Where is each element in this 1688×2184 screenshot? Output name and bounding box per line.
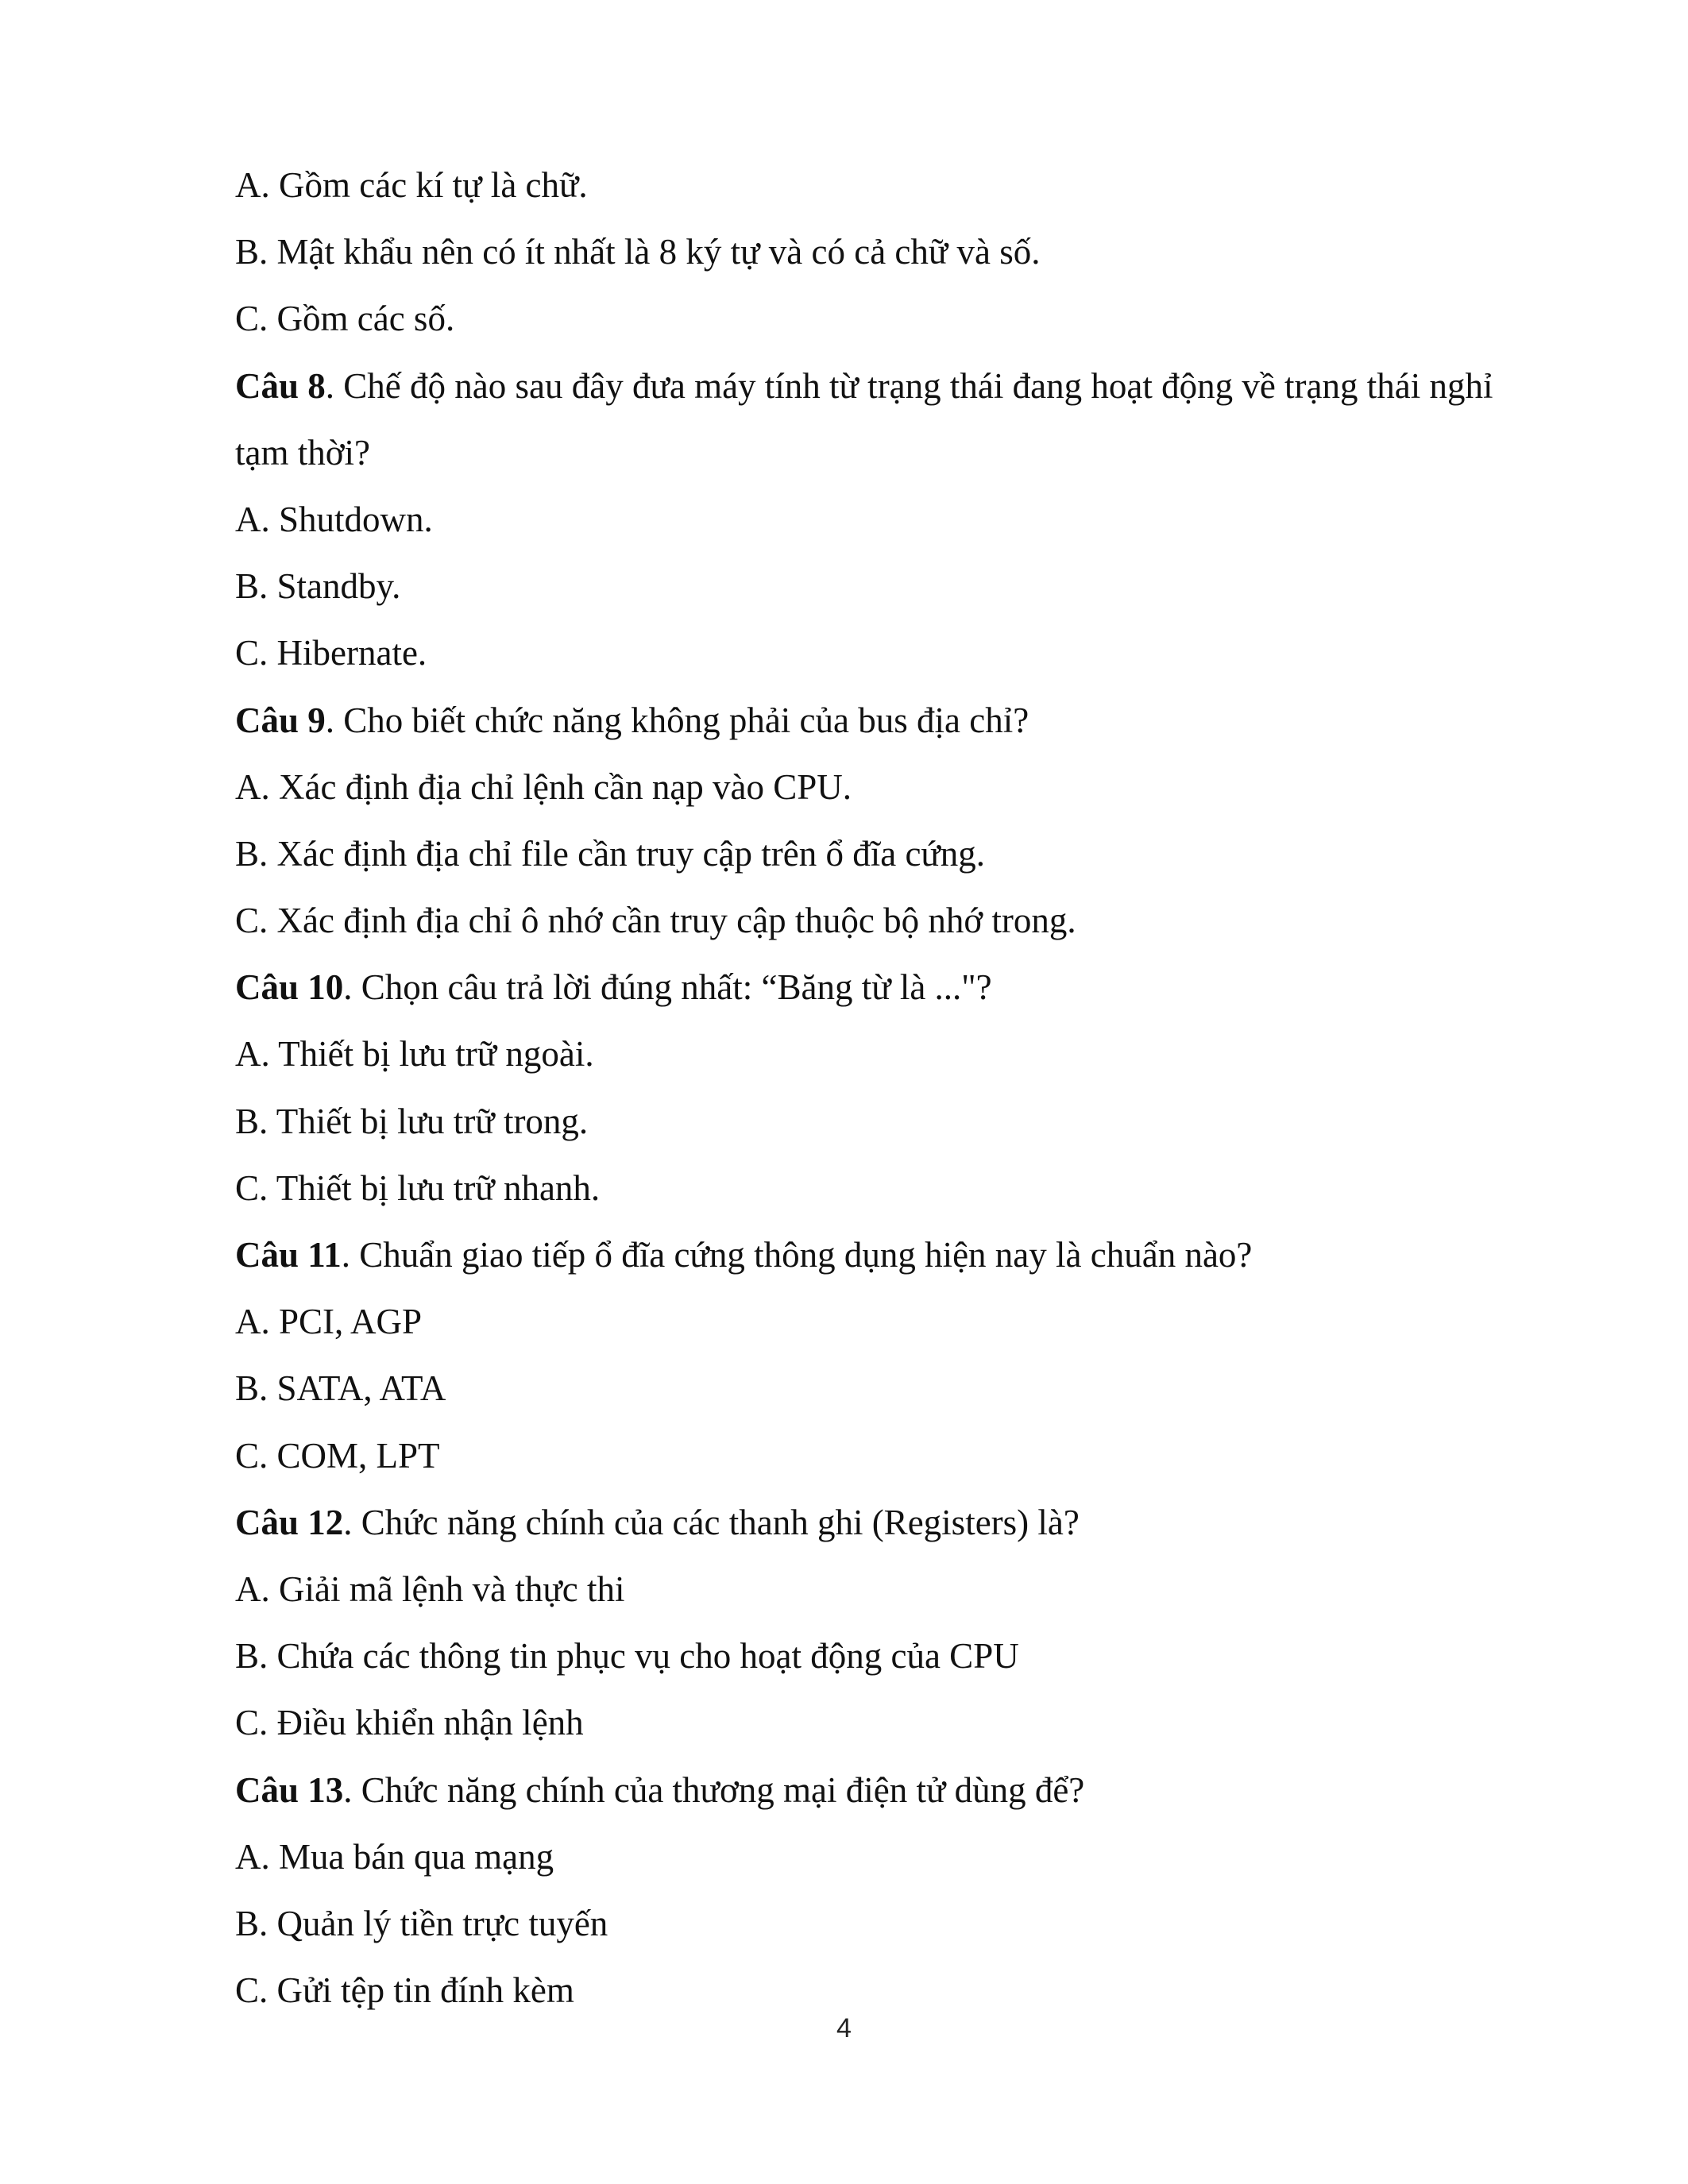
question-text: . Chế độ nào sau đây đưa máy tính từ trạng thái đang hoạt động về trạng thái nghỉ tạm thời?	[235, 365, 1493, 473]
question	[235, 954, 1522, 1021]
question	[235, 687, 1522, 754]
question-text: . Cho biết chức năng không phải của bus địa chỉ?	[325, 700, 1029, 740]
question	[235, 353, 1522, 486]
question-text: . Chức năng chính của thương mại điện tử dùng để?	[343, 1769, 1085, 1810]
answer-option: C. Gửi tệp tin đính kèm	[235, 1970, 574, 2011]
answer-option: C. Gồm các số.	[235, 299, 455, 339]
answer-option: C. COM, LPT	[235, 1435, 440, 1476]
answer-option: C. Xác định địa chỉ ô nhớ cần truy cập thuộc bộ nhớ trong.	[235, 901, 1076, 941]
answer-option: B. Chứa các thông tin phục vụ cho hoạt động của CPU	[235, 1636, 1019, 1677]
answer-option: A. Mua bán qua mạng	[235, 1836, 554, 1877]
answer-option: B. Mật khẩu nên có ít nhất là 8 ký tự và có cả chữ và số.	[235, 232, 1041, 272]
question-label: Câu 11	[235, 1235, 342, 1275]
question-label: Câu 10	[235, 967, 344, 1008]
question-label: Câu 13	[235, 1769, 344, 1810]
answer-option: C. Hibernate.	[235, 633, 427, 673]
answer-option: C. Thiết bị lưu trữ nhanh.	[235, 1167, 601, 1208]
answer-option: A. Shutdown.	[235, 499, 433, 539]
answer-option: B. SATA, ATA	[235, 1368, 446, 1409]
question-label: Câu 9	[235, 700, 326, 740]
answer-option: A. PCI, AGP	[235, 1302, 423, 1342]
question-label: Câu 8	[235, 365, 326, 406]
question	[235, 1489, 1522, 1556]
answer-option: B. Xác định địa chỉ file cần truy cập trên ổ đĩa cứng.	[235, 833, 986, 874]
answer-option: A. Giải mã lệnh và thực thi	[235, 1569, 625, 1609]
question	[235, 1757, 1522, 1823]
answer-option: A. Xác định địa chỉ lệnh cần nạp vào CPU.	[235, 766, 852, 807]
question-label: Câu 12	[235, 1502, 344, 1542]
page-number: 4	[836, 2013, 852, 2043]
question-text: . Chọn câu trả lời đúng nhất: “Băng từ là ..."?	[343, 967, 992, 1008]
answer-option: B. Thiết bị lưu trữ trong.	[235, 1101, 589, 1141]
answer-option: A. Gồm các kí tự là chữ.	[235, 165, 588, 205]
answer-option: B. Standby.	[235, 566, 401, 607]
answer-option: C. Điều khiển nhận lệnh	[235, 1703, 584, 1743]
question-text: . Chuẩn giao tiếp ổ đĩa cứng thông dụng hiện nay là chuẩn nào?	[341, 1235, 1253, 1275]
answer-option: B. Quản lý tiền trực tuyến	[235, 1903, 608, 1943]
question	[235, 1221, 1522, 1288]
answer-option: A. Thiết bị lưu trữ ngoài.	[235, 1034, 594, 1075]
question-text: . Chức năng chính của các thanh ghi (Registers) là?	[343, 1502, 1080, 1542]
document-page	[235, 152, 1522, 2024]
